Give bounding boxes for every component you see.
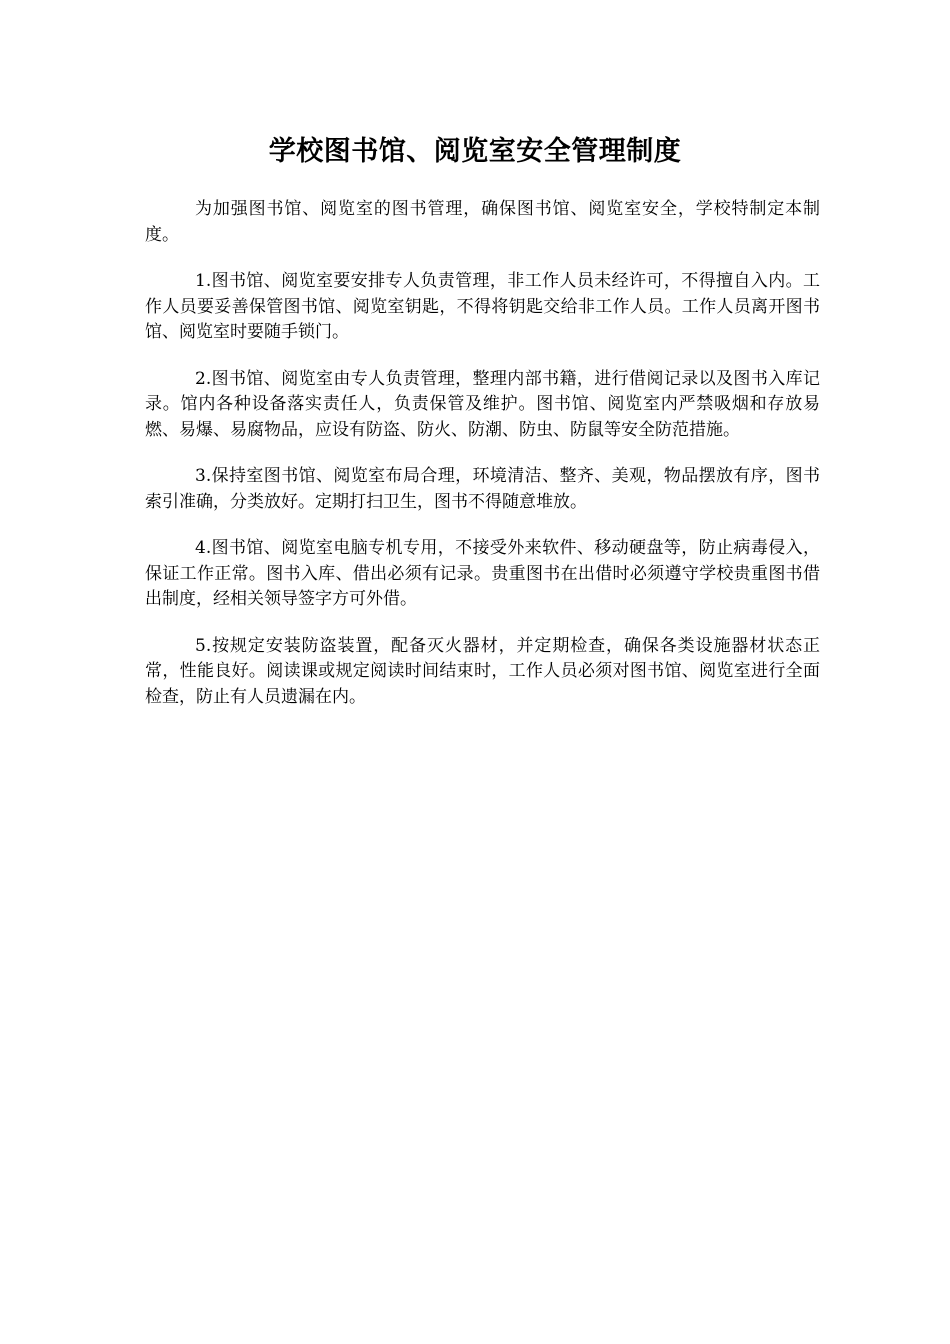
rule-paragraph-2: 2.图书馆、阅览室由专人负责管理，整理内部书籍，进行借阅记录以及图书入库记录。馆内各种设备落实责任人，负责保管及维护。图书馆、阅览室内严禁吸烟和存放易燃、易爆、易腐物品，应设有防盗、防火、防潮、防虫、防鼠等安全防范措施。 bbox=[145, 368, 820, 440]
document-body bbox=[145, 197, 820, 731]
rule-paragraph-5: 5.按规定安装防盗装置，配备灭火器材，并定期检查，确保各类设施器材状态正常，性能良好。阅读课或规定阅读时间结束时，工作人员必须对图书馆、阅览室进行全面检查，防止有人员遗漏在内。 bbox=[145, 635, 820, 707]
intro-paragraph: 为加强图书馆、阅览室的图书管理，确保图书馆、阅览室安全，学校特制定本制度。 bbox=[145, 199, 820, 245]
rule-paragraph-3: 3.保持室图书馆、阅览室布局合理，环境清洁、整齐、美观，物品摆放有序，图书索引准确，分类放好。定期打扫卫生，图书不得随意堆放。 bbox=[145, 466, 820, 512]
rule-paragraph-4: 4.图书馆、阅览室电脑专机专用，不接受外来软件、移动硬盘等，防止病毒侵入，保证工作正常。图书入库、借出必须有记录。贵重图书在出借时必须遵守学校贵重图书借出制度，经相关领导签字方可外借。 bbox=[145, 538, 820, 609]
document-title: 学校图书馆、阅览室安全管理制度 bbox=[268, 136, 682, 167]
rule-paragraph-1: 1.图书馆、阅览室要安排专人负责管理，非工作人员未经许可，不得擅自入内。工作人员要妥善保管图书馆、阅览室钥匙，不得将钥匙交给非工作人员。工作人员离开图书馆、阅览室时要随手锁门。 bbox=[145, 271, 820, 342]
